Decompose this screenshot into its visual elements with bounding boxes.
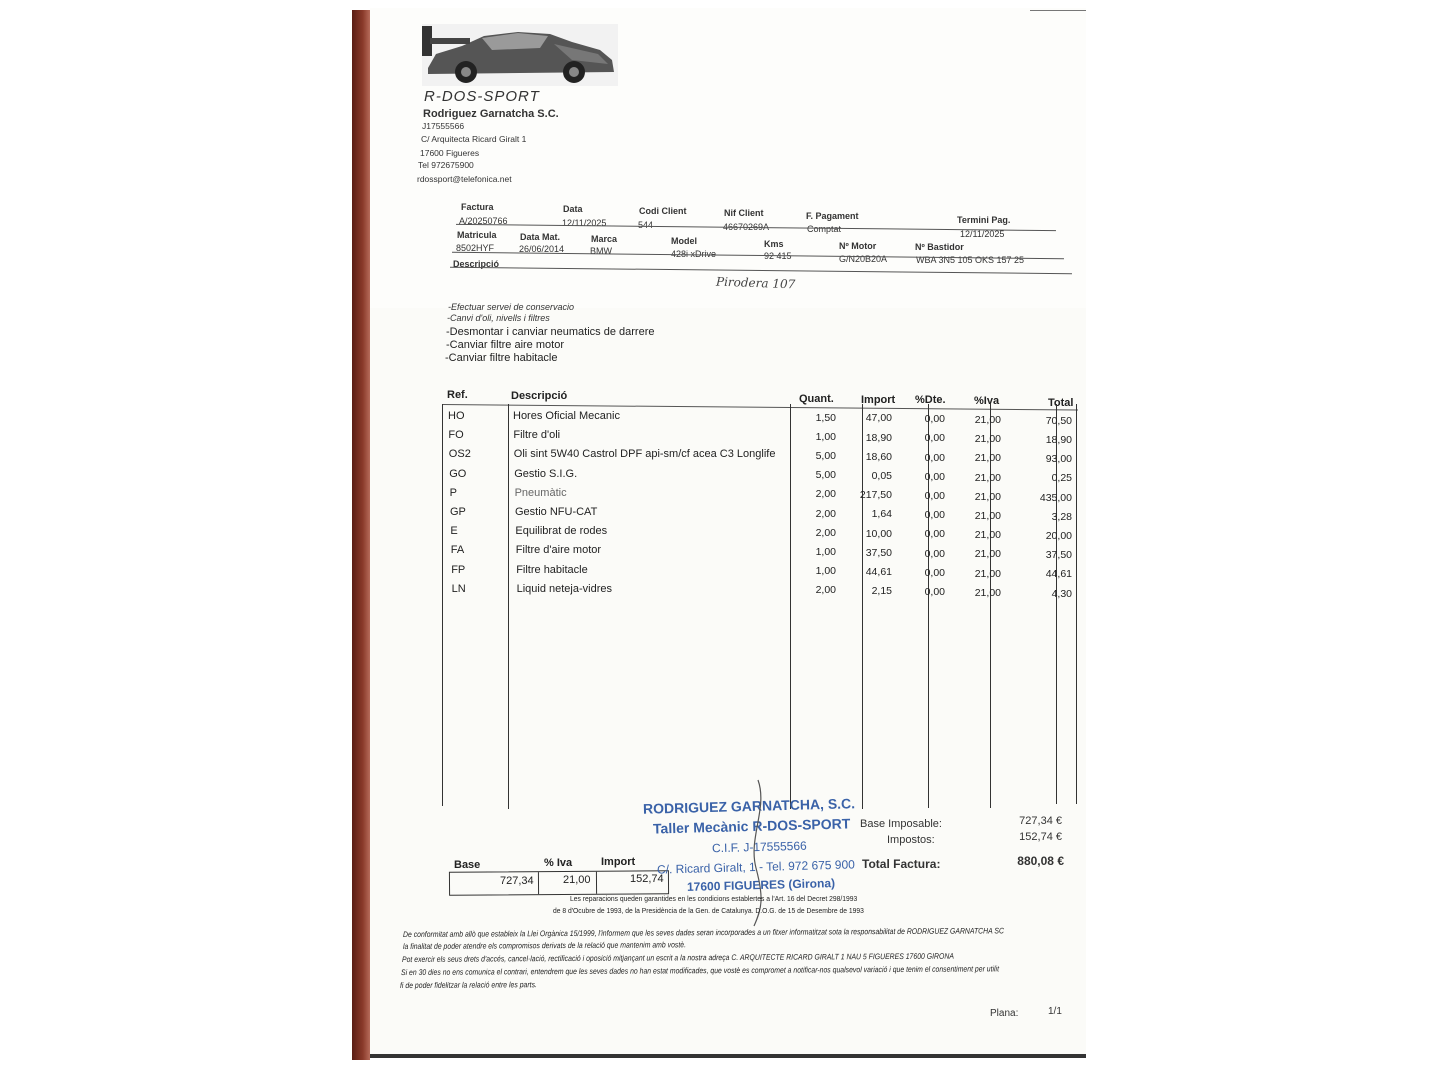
data-mat-value: 26/06/2014: [519, 244, 565, 254]
cell-desc: Equilibrat de rodes: [515, 525, 608, 538]
descripcio-label: Descripció: [453, 259, 500, 269]
cell-total: 44,61: [1045, 568, 1072, 581]
work-line: -Canviar filtre aire motor: [446, 339, 564, 351]
cell-iva: 21,00: [974, 567, 1001, 580]
col-line: [442, 404, 443, 806]
tax-base-label: Base: [454, 859, 481, 871]
cell-iva: 21,00: [974, 548, 1001, 561]
work-line: -Canviar filtre habitacle: [445, 352, 558, 364]
col-line: [862, 404, 863, 809]
guarantee-line: Les reparacions queden garantides en les condicions establertes a l'Art. 16 del Decret 298/1993: [570, 894, 858, 903]
company-address: C/ Arquitecta Ricard Giralt 1: [421, 134, 527, 144]
th-total: Total: [1048, 397, 1074, 409]
stamp-address: C/. Ricard Giralt, 1 - Tel. 972 675 900: [656, 857, 856, 877]
cell-desc: Filtre d'aire motor: [515, 544, 602, 557]
cell-import: 37,50: [865, 546, 892, 559]
codi-client-value: 544: [638, 220, 654, 230]
cell-quant: 2,00: [815, 488, 836, 501]
total-factura-value: 880,08 €: [1017, 854, 1064, 868]
work-line: -Canvi d'oli, nivells i filtres: [447, 313, 550, 323]
col-line: [990, 404, 991, 808]
marca-value: BMW: [590, 246, 612, 256]
cell-total: 37,50: [1045, 549, 1072, 562]
cell-iva: 21,00: [974, 510, 1001, 522]
company-phone: Tel 972675900: [418, 160, 474, 170]
factura-label: Factura: [461, 202, 494, 212]
th-iva: %Iva: [974, 395, 1000, 407]
bastidor-value: WBA 3N5 105 OKS 157 25: [916, 255, 1025, 265]
cell-desc: Pneumàtic: [514, 486, 567, 499]
cell-iva: 21,00: [974, 414, 1001, 426]
col-line: [508, 404, 509, 809]
data-label: Data: [563, 204, 583, 214]
cell-ref: HO: [448, 410, 465, 422]
cell-total: 20,00: [1045, 530, 1072, 542]
stamp-workshop: Taller Mecànic R-DOS-SPORT: [652, 815, 851, 837]
model-value: 428i xDrive: [671, 249, 717, 259]
legal-line: fi de poder fidelitzar la relació entre les parts.: [399, 980, 537, 990]
cell-iva: 21,00: [974, 529, 1001, 542]
cell-total: 4,30: [1051, 587, 1072, 600]
cell-ref: P: [449, 486, 457, 499]
cell-desc: Filtre d'oli: [513, 429, 561, 442]
th-quant: Quant.: [799, 393, 834, 405]
tax-iva-value: 21,00: [563, 874, 591, 886]
cell-iva: 21,00: [974, 433, 1001, 446]
cell-ref: FO: [448, 429, 464, 442]
cell-dte: 0,00: [924, 451, 945, 464]
cell-quant: 1,00: [815, 546, 836, 558]
cell-desc: Liquid neteja-vidres: [516, 582, 612, 595]
legal-line: la finalitat de poder atendre els compromisos derivats de la relació que mantenim amb vostè.: [402, 940, 687, 951]
scan-edge: [352, 10, 370, 1060]
stamp-cif: C.I.F. J-17555566: [711, 838, 807, 856]
cell-dte: 0,00: [924, 528, 945, 541]
cell-desc: Gestio NFU-CAT: [515, 506, 598, 518]
th-import: Import: [861, 394, 896, 406]
cell-iva: 21,00: [974, 471, 1001, 484]
cell-dte: 0,00: [924, 547, 945, 560]
model-label: Model: [671, 236, 697, 246]
motor-value: G/N20B20A: [839, 254, 888, 264]
company-city: 17600 Figueres: [420, 148, 480, 158]
cell-dte: 0,00: [924, 490, 945, 502]
factura-value: A/20250766: [459, 216, 508, 226]
pagament-label: F. Pagament: [806, 211, 859, 221]
company-name: Rodriguez Garnatcha S.C.: [423, 108, 559, 120]
base-imposable-label: Base Imposable:: [860, 818, 942, 830]
cell-iva: 21,00: [974, 586, 1001, 599]
cell-dte: 0,00: [924, 586, 945, 598]
impostos-value: 152,74 €: [1019, 831, 1062, 843]
stamp-company: RODRIGUEZ GARNATCHA, S.C.: [642, 795, 856, 817]
company-email: rdossport@telefonica.net: [417, 174, 512, 184]
cell-ref: GO: [449, 467, 467, 480]
scan-bottom-edge: [370, 1054, 1086, 1058]
cell-iva: 21,00: [974, 452, 1001, 465]
cell-import: 18,60: [865, 450, 892, 463]
cell-ref: FP: [451, 563, 466, 576]
cell-total: 435,00: [1039, 491, 1072, 504]
tax-iva-label: % Iva: [544, 857, 573, 869]
stamp-city: 17600 FIGUERES (Girona): [686, 876, 836, 894]
cell-dte: 0,00: [924, 413, 945, 426]
codi-client-label: Codi Client: [639, 206, 687, 216]
cell-ref: GP: [450, 506, 466, 518]
cell-import: 217,50: [859, 489, 892, 502]
matricula-value: 8502HYF: [456, 243, 495, 253]
cell-import: 10,00: [865, 527, 892, 540]
bastidor-label: Nº Bastidor: [915, 242, 964, 252]
company-brand: R-DOS-SPORT: [424, 88, 540, 105]
th-ref: Ref.: [447, 389, 468, 401]
motor-label: Nº Motor: [839, 241, 877, 251]
cell-quant: 5,00: [815, 450, 836, 462]
kms-label: Kms: [764, 239, 784, 249]
total-factura-label: Total Factura:: [862, 857, 941, 871]
work-line: -Desmontar i canviar neumatics de darrere: [446, 326, 655, 338]
cell-import: 44,61: [865, 566, 892, 578]
legal-line: Si en 30 dies no ens comunica el contrari, entendrem que les seves dades no han estat modificades, que vostè es compromet a notificar-nos qualsevol variació i que tenim el consentiment per utilit: [400, 964, 1000, 977]
nif-client-label: Nif Client: [724, 208, 764, 218]
tax-import-value: 152,74: [630, 873, 664, 885]
cell-import: 18,90: [865, 431, 892, 444]
cell-dte: 0,00: [924, 432, 945, 445]
cell-iva: 21,00: [974, 490, 1001, 503]
cell-import: 47,00: [865, 412, 892, 425]
col-line: [1076, 404, 1077, 804]
cell-ref: E: [450, 525, 458, 538]
th-dte: %Dte.: [915, 394, 946, 406]
cell-quant: 2,00: [815, 526, 836, 539]
cell-desc: Hores Oficial Mecanic: [513, 410, 620, 422]
cell-ref: OS2: [448, 448, 471, 461]
legal-line: De conformitat amb allò que estableix la Llei Orgànica 15/1999, l'informem que les seves dades seran incorporades a un fitxer informatitzat sota la responsabilitat de RODRIGUEZ GARNATCHA SC: [402, 926, 1004, 939]
race-car-icon: [422, 24, 618, 86]
cell-quant: 2,00: [815, 507, 836, 520]
scan-mark: [1030, 10, 1086, 17]
cell-quant: 1,00: [815, 565, 836, 578]
cell-total: 70,50: [1045, 414, 1072, 427]
data-mat-label: Data Mat.: [520, 232, 561, 242]
termini-value: 12/11/2025: [960, 229, 1005, 239]
th-descripcio: Descripció: [511, 390, 568, 402]
cell-quant: 1,00: [815, 430, 836, 443]
cell-quant: 5,00: [815, 469, 836, 482]
kms-value: 92 415: [764, 251, 792, 261]
cell-dte: 0,00: [924, 509, 945, 522]
col-line: [928, 404, 929, 808]
cell-total: 18,90: [1045, 434, 1072, 446]
cell-total: 0,25: [1051, 472, 1072, 485]
cell-desc: Gestio S.I.G.: [514, 467, 578, 480]
matricula-label: Matricula: [457, 230, 497, 240]
base-imposable-value: 727,34 €: [1019, 815, 1062, 827]
tax-import-label: Import: [601, 856, 636, 868]
work-line: -Efectuar servei de conservacio: [448, 302, 575, 312]
cell-dte: 0,00: [924, 470, 945, 483]
cell-quant: 1,50: [815, 411, 836, 424]
termini-label: Termini Pag.: [957, 215, 1011, 225]
cell-total: 3,28: [1051, 510, 1072, 523]
guarantee-line: de 8 d'Ocubre de 1993, de la Presidència de la Gen. de Catalunya. D.O.G. de 15 de Desembre de 1993: [553, 906, 864, 915]
cell-import: 2,15: [871, 585, 892, 598]
company-cif: J17555566: [422, 121, 465, 131]
page-label: Plana:: [990, 1008, 1019, 1019]
cell-ref: FA: [450, 544, 465, 557]
items-table: [442, 404, 1078, 814]
invoice-page: [370, 8, 1086, 1058]
cell-desc: Oli sint 5W40 Castrol DPF api-sm/cf acea C3 Longlife: [513, 448, 776, 461]
cell-import: 1,64: [871, 508, 892, 521]
page-number: 1/1: [1048, 1006, 1062, 1017]
cell-dte: 0,00: [924, 566, 945, 579]
tax-base-value: 727,34: [500, 875, 534, 887]
cell-import: 0,05: [871, 470, 892, 482]
cell-desc: Filtre habitacle: [516, 563, 588, 576]
cell-ref: LN: [451, 582, 466, 595]
col-line: [790, 404, 791, 809]
cell-total: 93,00: [1045, 453, 1072, 466]
handwritten-note: Pirodera 107: [715, 274, 796, 292]
cell-quant: 2,00: [815, 584, 836, 597]
impostos-label: Impostos:: [887, 834, 935, 846]
pagament-value: Comptat: [807, 224, 842, 234]
marca-label: Marca: [591, 234, 618, 244]
legal-line: Pot exercir els seus drets d'accés, cancel·lació, rectificació i oposició mitjançant un escrit a la nostra adreça C. ARQUITECTE RICARD GIRALT 1 NAU 5 FIGUERES 17600 GIRONA: [401, 951, 954, 964]
data-value: 12/11/2025: [562, 218, 607, 228]
nif-client-value: 46670269A: [723, 222, 770, 232]
